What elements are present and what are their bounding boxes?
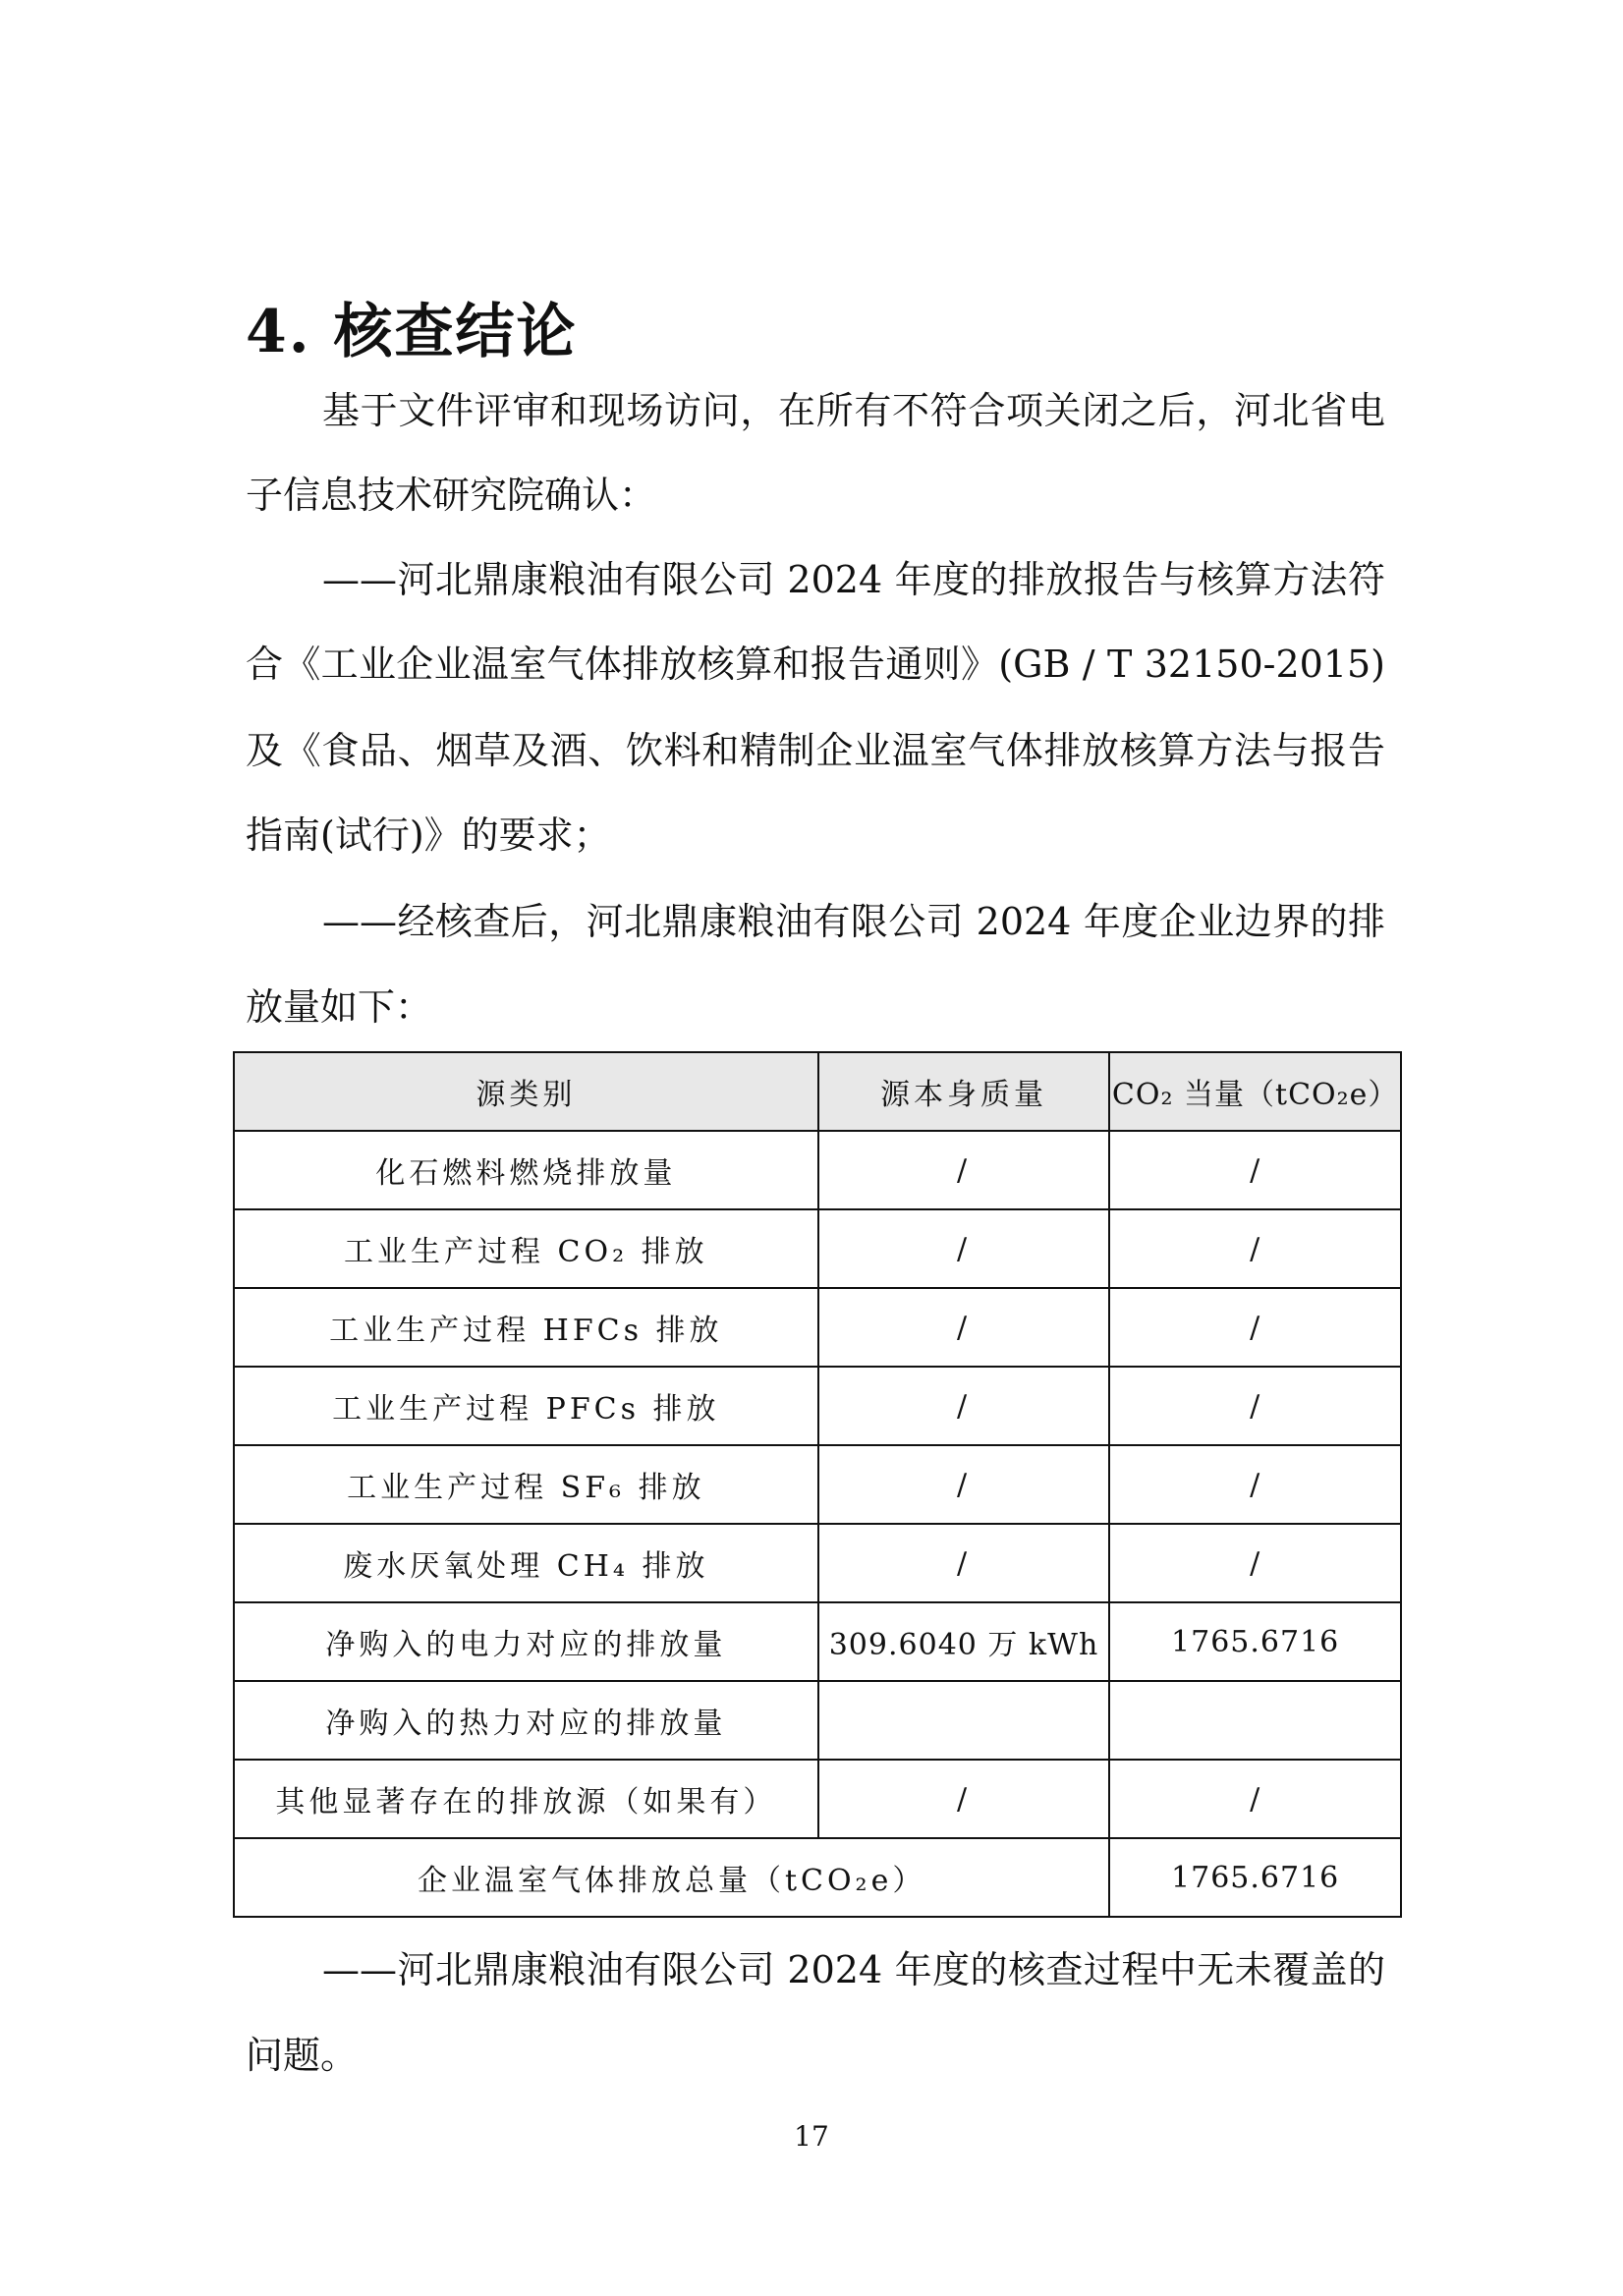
paragraph-line: 问题。 xyxy=(246,2034,359,2077)
paragraph-line: 放量如下： xyxy=(246,985,433,1029)
table-row xyxy=(234,1131,1401,1209)
table-cell: / xyxy=(818,1209,1110,1288)
paragraph-line: 基于文件评审和现场访问，在所有不符合项关闭之后，河北省电 xyxy=(322,389,1385,432)
table-row xyxy=(234,1367,1401,1445)
table-cell: / xyxy=(1109,1131,1401,1209)
section-heading: 4. 核查结论 xyxy=(246,298,578,366)
table-row xyxy=(234,1524,1401,1602)
table-cell: 其他显著存在的排放源（如果有） xyxy=(234,1760,818,1838)
table-cell xyxy=(818,1681,1110,1760)
table-total-row xyxy=(234,1838,1401,1917)
table-row xyxy=(234,1760,1401,1838)
table-row xyxy=(234,1602,1401,1681)
table-cell: / xyxy=(818,1524,1110,1602)
table-cell: 化石燃料燃烧排放量 xyxy=(234,1131,818,1209)
table-cell xyxy=(1109,1681,1401,1760)
total-label: 企业温室气体排放总量（tCO₂e） xyxy=(234,1838,1109,1917)
table-cell: / xyxy=(1109,1524,1401,1602)
table-cell: / xyxy=(1109,1445,1401,1524)
paragraph-line: ——河北鼎康粮油有限公司 2024 年度的排放报告与核算方法符 xyxy=(322,558,1385,601)
table-row xyxy=(234,1288,1401,1367)
paragraph-line: 及《食品、烟草及酒、饮料和精制企业温室气体排放核算方法与报告 xyxy=(246,729,1385,772)
table-cell: / xyxy=(1109,1367,1401,1445)
header-source-mass: 源本身质量 xyxy=(818,1052,1110,1131)
table-cell: 309.6040 万 kWh xyxy=(818,1602,1110,1681)
page-number: 17 xyxy=(794,2120,829,2153)
table-row xyxy=(234,1681,1401,1760)
table-cell: 工业生产过程 PFCs 排放 xyxy=(234,1367,818,1445)
table-cell: / xyxy=(1109,1760,1401,1838)
table-cell: / xyxy=(1109,1288,1401,1367)
table-header-row xyxy=(234,1052,1401,1131)
table-cell: 净购入的热力对应的排放量 xyxy=(234,1681,818,1760)
header-co2-equivalent: CO₂ 当量（tCO₂e） xyxy=(1109,1052,1401,1131)
emissions-table xyxy=(233,1051,1402,1918)
table-cell: / xyxy=(1109,1209,1401,1288)
paragraph-line: ——经核查后，河北鼎康粮油有限公司 2024 年度企业边界的排 xyxy=(322,900,1385,943)
paragraph-line: ——河北鼎康粮油有限公司 2024 年度的核查过程中无未覆盖的 xyxy=(322,1948,1385,1991)
table-cell: 1765.6716 xyxy=(1109,1602,1401,1681)
table-cell: 工业生产过程 CO₂ 排放 xyxy=(234,1209,818,1288)
paragraph-line: 合《工业企业温室气体排放核算和报告通则》(GB / T 32150-2015) xyxy=(246,643,1385,686)
header-source-category: 源类别 xyxy=(234,1052,818,1131)
table-cell: 废水厌氧处理 CH₄ 排放 xyxy=(234,1524,818,1602)
table-cell: 净购入的电力对应的排放量 xyxy=(234,1602,818,1681)
table-cell: 工业生产过程 SF₆ 排放 xyxy=(234,1445,818,1524)
table-cell: / xyxy=(818,1760,1110,1838)
table-row xyxy=(234,1445,1401,1524)
paragraph-line: 子信息技术研究院确认： xyxy=(246,474,657,517)
paragraph-line: 指南(试行)》的要求； xyxy=(246,813,611,857)
total-value: 1765.6716 xyxy=(1109,1838,1401,1917)
table-cell: / xyxy=(818,1445,1110,1524)
table-cell: / xyxy=(818,1367,1110,1445)
table-cell: / xyxy=(818,1131,1110,1209)
table-cell: 工业生产过程 HFCs 排放 xyxy=(234,1288,818,1367)
table-row xyxy=(234,1209,1401,1288)
table-cell: / xyxy=(818,1288,1110,1367)
